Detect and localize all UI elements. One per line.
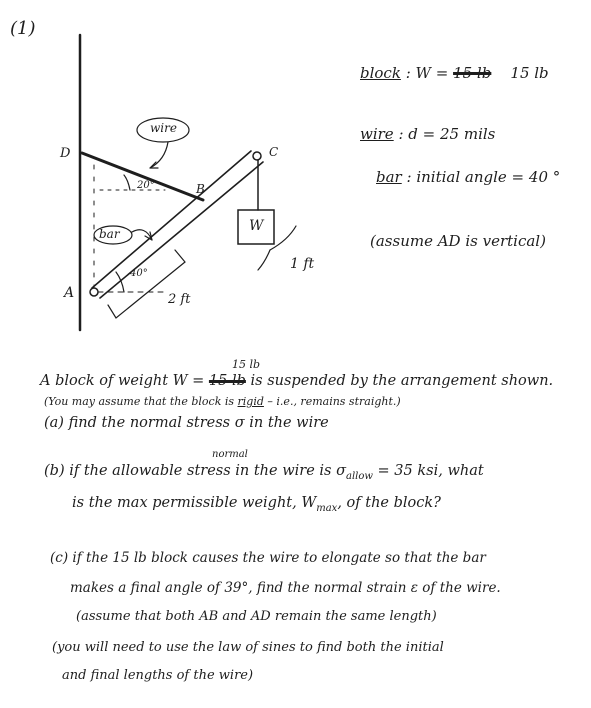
figure-label-wire: wire	[150, 121, 177, 135]
spec-assume-note: (assume AD is vertical)	[370, 232, 546, 250]
spec-block-label: block	[360, 64, 401, 82]
point-d-label: D	[60, 146, 71, 161]
part-c-line-4: (you will need to use the law of sines to find both the initial	[52, 640, 444, 655]
intro-line-1	[40, 373, 553, 389]
part-c-line-5: and final lengths of the wire)	[62, 668, 254, 683]
intro-struck-weight: 15 lb	[208, 373, 246, 389]
part-b-line-1a: (b) if the allowable	[44, 463, 183, 479]
point-b-label: B	[196, 182, 205, 196]
spec-block-value: 15 lb	[510, 64, 549, 82]
spec-bar-label: bar	[376, 168, 402, 186]
part-a: (a) find the normal stress σ in the wire	[44, 415, 329, 431]
figure-label-bar: bar	[99, 227, 120, 241]
intro-rigid: rigid	[237, 395, 264, 408]
top-angle-arc	[124, 175, 130, 190]
part-b-sub-max: max	[316, 502, 338, 514]
wire-line	[82, 153, 203, 200]
part-b-line-1c: = 35 ksi, what	[377, 463, 484, 479]
part-c-line-3: (assume that both AB and AD remain the same length)	[76, 609, 437, 624]
wire-leader	[150, 142, 168, 168]
part-b-line-2	[72, 495, 441, 514]
intro-line-1a: A block of weight W =	[40, 373, 205, 389]
pin-c	[253, 152, 261, 160]
dim-2ft-label: 2 ft	[168, 292, 191, 307]
block-w-label: W	[249, 218, 264, 234]
spec-block	[360, 64, 549, 82]
problem-number: (1)	[10, 18, 36, 39]
part-b-sub-allow: allow	[345, 470, 373, 482]
part-b-line-2b: , of the block?	[337, 495, 441, 511]
angle-bottom-label: 40°	[130, 268, 148, 279]
intro-line-2b: – i.e., remains straight.)	[267, 395, 401, 408]
angle-top-label: 20°	[137, 180, 155, 191]
part-c-line-2: makes a final angle of 39°, find the normal strain ε of the wire.	[70, 580, 501, 596]
spec-block-struck: 15 lb	[453, 64, 492, 82]
part-b-above: normal	[212, 449, 248, 460]
part-b-line-2a: is the max permissible weight, W	[72, 495, 317, 511]
spec-wire	[360, 125, 495, 143]
spec-wire-eq: : d = 25 mils	[398, 125, 496, 143]
bar-edge-top	[92, 151, 251, 288]
part-b-line-1	[44, 463, 484, 482]
intro-above-weight: 15 lb	[232, 358, 261, 371]
spec-bar	[376, 168, 560, 186]
intro-line-2	[44, 395, 401, 408]
intro-line-2a: (You may assume that the block is	[44, 395, 235, 408]
point-a-label: A	[64, 285, 75, 301]
part-b-line-1b: stress in the wire is σ	[187, 463, 346, 479]
spec-wire-label: wire	[360, 125, 394, 143]
part-c-line-1: (c) if the 15 lb block causes the wire to elongate so that the bar	[50, 550, 486, 566]
dim-1ft-label: 1 ft	[290, 256, 315, 272]
spec-bar-eq: : initial angle = 40 °	[406, 168, 561, 186]
point-c-label: C	[269, 145, 279, 159]
intro-line-1b: is suspended by the arrangement shown.	[250, 373, 554, 389]
spec-block-eq: : W =	[405, 64, 449, 82]
pin-a	[90, 288, 98, 296]
